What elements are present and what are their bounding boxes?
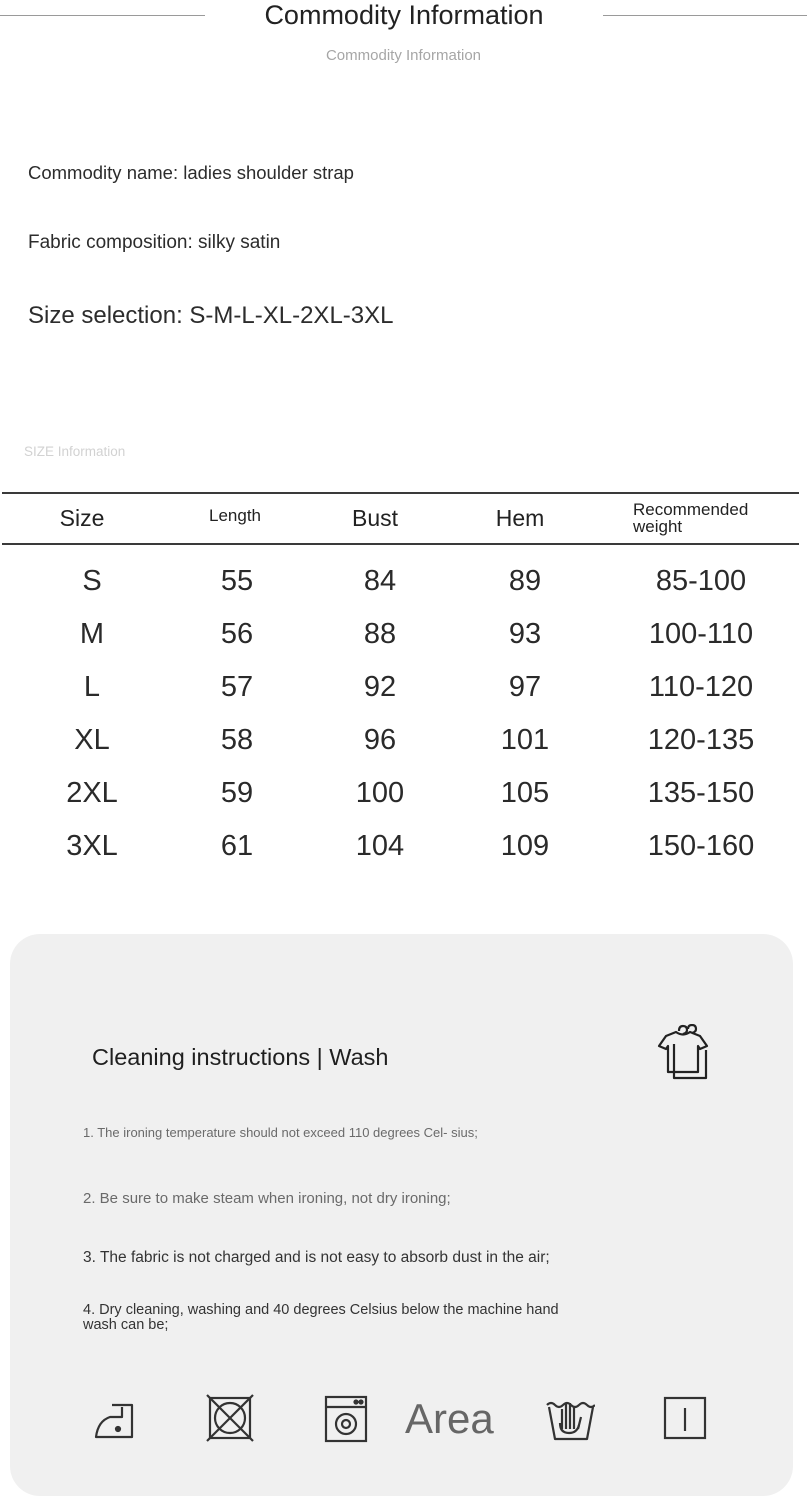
fabric-composition: Fabric composition: silky satin (28, 232, 281, 253)
no-tumble-dry-icon (205, 1393, 255, 1443)
cell-size: S (82, 565, 102, 597)
header-weight-line2: weight (633, 517, 683, 536)
header-recommended-weight (633, 501, 783, 535)
cell-bust: 96 (363, 724, 397, 756)
cell-weight: 85-100 (655, 565, 747, 597)
cell-bust: 88 (363, 618, 397, 650)
cell-size: M (79, 618, 105, 650)
size-information-label: SIZE Information (24, 444, 126, 459)
cell-weight: 120-135 (647, 724, 755, 756)
table-row (0, 767, 807, 820)
cell-hem: 101 (500, 724, 550, 756)
area-label: Area (405, 1395, 494, 1442)
table-row (0, 820, 807, 873)
header-bust: Bust (351, 505, 399, 531)
instruction-2: 2. Be sure to make steam when ironing, not dry ironing; (83, 1190, 451, 1207)
cell-hem: 105 (500, 777, 550, 809)
page-subtitle: Commodity Information (325, 47, 482, 64)
cell-length: 58 (220, 724, 254, 756)
cell-weight: 150-160 (647, 830, 755, 862)
cell-weight: 135-150 (647, 777, 755, 809)
table-row (0, 555, 807, 608)
table-row (0, 608, 807, 661)
cell-weight: 110-120 (648, 671, 754, 703)
cell-size: L (83, 671, 101, 703)
cell-bust: 100 (355, 777, 405, 809)
iron-icon (92, 1393, 142, 1443)
header-size: Size (59, 505, 105, 531)
table-top-rule (2, 492, 799, 494)
table-header-rule (2, 543, 799, 545)
cell-length: 56 (220, 618, 254, 650)
instruction-1: 1. The ironing temperature should not exceed 110 degrees Cel- sius; (83, 1125, 478, 1140)
cell-bust: 104 (355, 830, 405, 862)
line-dry-icon (660, 1393, 710, 1443)
shirt-icon (652, 1024, 714, 1080)
cleaning-title: Cleaning instructions | Wash (92, 1044, 389, 1070)
header-weight-line1: Recommended (633, 500, 749, 519)
header-hem: Hem (495, 505, 545, 531)
cell-length: 59 (220, 777, 254, 809)
cell-hem: 93 (508, 618, 542, 650)
page-title: Commodity Information (264, 0, 544, 30)
size-selection: Size selection: S-M-L-XL-2XL-3XL (28, 302, 394, 329)
table-row (0, 714, 807, 767)
cell-length: 55 (220, 565, 254, 597)
instruction-4: 4. Dry cleaning, washing and 40 degrees Celsius below the machine hand wash can be; (83, 1302, 559, 1333)
cell-hem: 109 (500, 830, 550, 862)
hand-wash-icon (545, 1393, 595, 1443)
cell-size: 3XL (66, 830, 118, 862)
table-row (0, 661, 807, 714)
cell-hem: 97 (508, 671, 542, 703)
instruction-3: 3. The fabric is not charged and is not easy to absorb dust in the air; (83, 1249, 550, 1266)
cell-bust: 92 (363, 671, 397, 703)
cell-size: XL (74, 724, 110, 756)
cell-hem: 89 (508, 565, 542, 597)
cell-weight: 100-110 (648, 618, 754, 650)
cell-size: 2XL (66, 777, 118, 809)
header-length: Length (209, 506, 261, 525)
header-divider-left (0, 15, 205, 16)
cell-length: 61 (220, 830, 254, 862)
cell-bust: 84 (363, 565, 397, 597)
machine-wash-icon (320, 1393, 370, 1443)
cell-length: 57 (220, 671, 254, 703)
commodity-name: Commodity name: ladies shoulder strap (28, 162, 354, 183)
header-divider-right (603, 15, 807, 16)
